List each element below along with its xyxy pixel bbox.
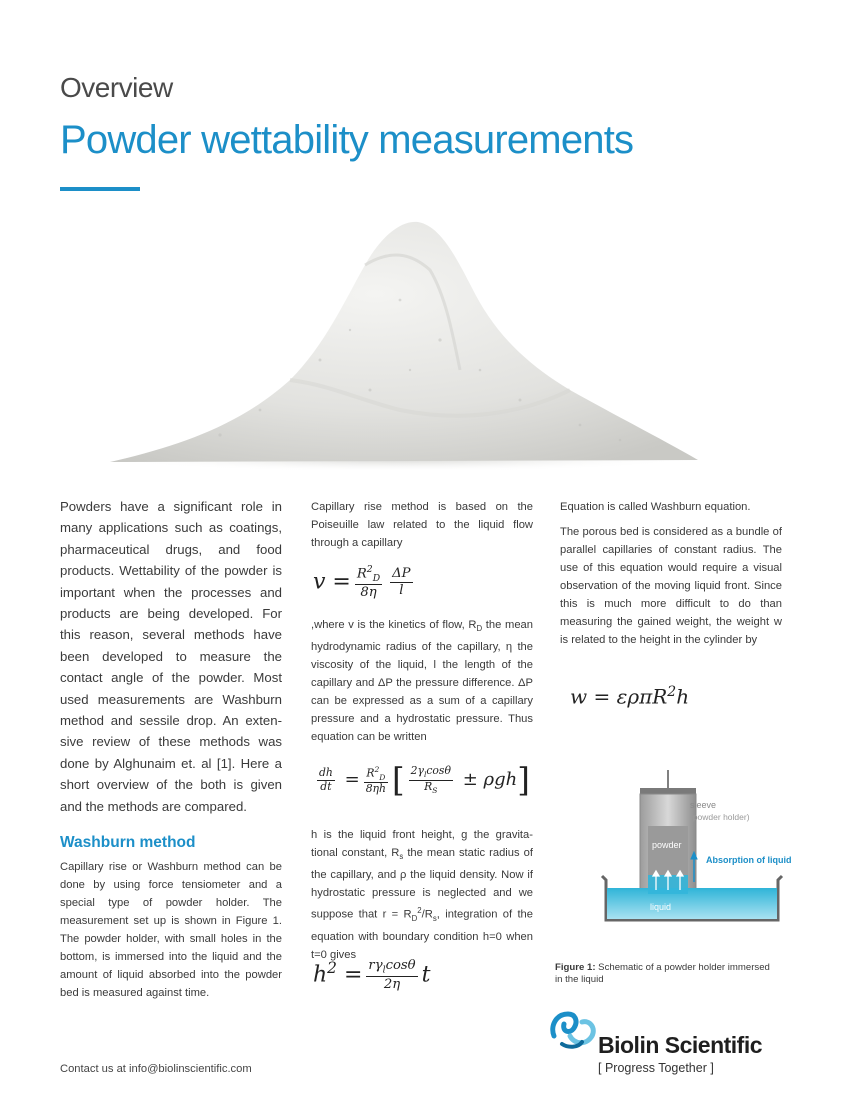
equation-weight: w = ερπR$^2$h [570,684,690,709]
column-2-definitions [311,616,533,753]
page-title: Powder wettability measurements [60,118,634,162]
section-heading-washburn: Washburn method [60,834,196,851]
label-absorption: Absorption of liquid [706,855,792,865]
definitions-paragraph: ,where v is the kinetics of flow, $R_D$ the mean hydrodynamic radius of the capillary, η the viscosity of the liquid, l the length of the capillary and ΔP the pressure difference. ΔP can be expressed as a sum of a capillary pressure and a hydrostatic pressure. Thus equation can be written [311,619,533,744]
equation-dh-dt: $\frac{dh}{dt}$ = $\frac{R^2_D}{8\eta h}$ [ $\frac{2\gamma_l\cos\theta}{R_S}$ ± ρgh] [319,761,530,799]
column-3 [560,498,782,656]
figure-caption: Figure 1: Schematic of a powder holder immersed in the liquid [555,962,770,985]
brand-tagline: [ Progress Together ] [598,1061,714,1075]
column-2 [311,498,533,559]
equation-poiseuille: v = $\frac{R^2_D}{8\eta}$ $\frac{\Delta P}{l}$ [313,564,411,601]
washburn-equation-note: Equation is called Washburn equation. [560,501,751,513]
page-overline: Overview [60,72,173,103]
label-powder-holder: (powder holder) [690,812,750,822]
powder-holder-schematic [596,770,792,930]
column-2-integration [311,826,533,971]
column-1-intro [60,496,282,824]
brand-name: Biolin Scientific [598,1032,763,1058]
porous-bed-paragraph: The porous bed is considered as a bundle of parallel capillaries of constant radius. The use of this equation would require a visual observation of the moving liquid front. Since this is much more difficult to do than measuring the gained weight, the weight w is related to the height in the cylinder by [560,526,782,646]
column-1-body [60,858,282,1009]
poiseuille-paragraph: Capillary rise method is based on the Poiseuille law related to the liquid flow through a capillary [311,501,533,549]
intro-paragraph: Powders have a significant role in many applications such as coatings, pharmaceutical drugs, and food products. Wettability of the powder is important when the processes and products are being developed. For this reason, several methods have been developed to measure the contact angle of the powder. Most used measurements are Washburn method and sessile drop. An exten-sive review of these methods was done by Alghunaim et. al [1]. Here a short overview of the both is given and the methods are compared. [60,499,282,814]
washburn-paragraph: Capillary rise or Washburn method can be done by using force tensiometer and a special type of powder holder. The measurement set up is shown in Figure 1. The powder holder, with small holes in the bottom, is immersed into the liquid and the amount of liquid absorbed into the powder bed is measured against time. [60,861,282,999]
title-underline [60,187,140,191]
powder-pile-image [100,210,700,470]
label-sleeve: sleeve [690,800,717,810]
label-powder: powder [652,840,682,850]
equation-washburn: $h^2$ = $\frac{r\gamma_l\cos\theta}{2\eta}$ t [313,958,431,992]
label-liquid: liquid [650,902,672,912]
contact-line[interactable]: Contact us at info@biolinscientific.com [60,1063,252,1075]
integration-paragraph: h is the liquid front height, g the gravita-tional constant, $R_s$ the mean static radius of the capillary, and ρ the liquid density. Now if hydrostatic pressure is neglected and we suppose that $r = R_D^2/R_s$, integration of the equation with boundary condition h=0 when t=0 gives [311,829,534,962]
biolin-logo-icon [548,1006,598,1052]
